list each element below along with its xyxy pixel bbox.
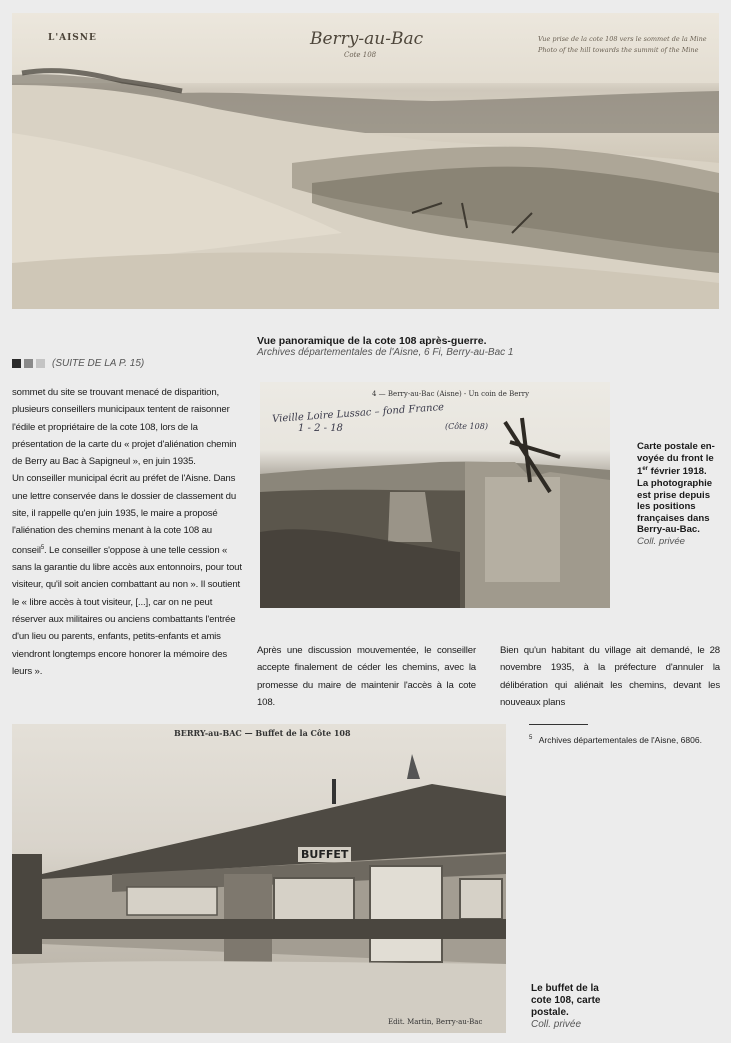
caption1-line-5: est prise depuis (637, 489, 711, 501)
caption1-source: Coll. privée (637, 535, 685, 547)
caption1-day: 1 (637, 466, 643, 478)
buffet-building-drawing (12, 724, 506, 1033)
caption1-line-2: voyée du front le (637, 452, 714, 464)
postcard2-title: BERRY-au-BAC — Buffet de la Côte 108 (174, 728, 351, 738)
footnote-number: 5 (529, 735, 533, 742)
postcard2-caption (531, 983, 651, 1031)
footnote-rule (529, 724, 588, 725)
marker-square-mid (24, 359, 33, 368)
postcard1-header: 4 — Berry-au-Bac (Aisne) - Un coin de Berry (372, 390, 530, 398)
panorama-caption (257, 335, 557, 359)
caption1-line-8: Berry-au-Bac. (637, 524, 700, 536)
caption2-line-2: cote 108, carte (531, 995, 601, 1006)
footnote-text: Archives départementales de l'Aisne, 6806. (538, 735, 702, 745)
left-paragraph-1: sommet du site se trouvant menacé de disparition, plusieurs conseillers municipaux tentent de raisonner l'édile et propriétaire de la cote 108, lors de la présentation de la carte du « projet d'aliénation chemin de Berry au Bac à Sapigneul », en juin 1935. (12, 387, 237, 468)
panorama-caption-source: Archives départementales de l'Aisne, 6 Fi, Berry-au-Bac 1 (257, 347, 514, 358)
continuation-marker (12, 358, 144, 369)
caption2-source: Coll. privée (531, 1019, 582, 1030)
caption2-line-1: Le buffet de la (531, 983, 599, 994)
middle-paragraph: Après une discussion mouvementée, le conseiller accepte finalement de céder les chemins, avec la promesse du maire de maintenir l'accès à la cote 108. (257, 645, 476, 708)
footnote-ref: 5 (40, 544, 45, 551)
panorama-subtitle: Cote 108 (344, 51, 377, 59)
left-paragraph-2 (12, 470, 245, 680)
marker-square-light (36, 359, 45, 368)
postcard-photo-front (260, 382, 610, 608)
left-paragraph-2-part-b: . Le conseiller s'oppose à une telle cession « sans la garantie du libre accès aux entonnoirs, pour tout visiteur, qu'il soit ancien combattant au non ». Il soutient le « libre accès à tout visiteur, [...], car on ne peut réserver aux militaires ou anciens combattants l'entrée d'un lieu ou parents, enfants, petits-enfants et amis viendront longtemps encore honorer la mémoire des leurs ». (12, 544, 242, 677)
panorama-label: L'AISNE (48, 33, 97, 43)
caption1-line-7: françaises dans (637, 512, 710, 524)
caption1-date-rest: février 1918. (648, 466, 707, 478)
marker-square-dark (12, 359, 21, 368)
panorama-note-1: Vue prise de la cote 108 vers le sommet de la Mine (538, 35, 707, 43)
left-text-column (12, 384, 245, 680)
continuation-text: (SUITE DE LA P. 15) (52, 358, 145, 369)
panorama-caption-title: Vue panoramique de la cote 108 après-guerre. (257, 335, 487, 347)
postcard-photo-buffet (12, 724, 506, 1033)
right-paragraph: Bien qu'un habitant du village ait demandé, le 28 novembre 1935, à la préfecture d'annuler la délibération qui aliénait les chemins, devant les nouveaux plans (500, 645, 720, 708)
buffet-sign: BUFFET (298, 847, 351, 862)
middle-text-column (257, 642, 476, 711)
right-text-column (500, 642, 720, 711)
caption1-line-4: La photographie (637, 477, 713, 489)
postcard1-handwriting-date: 1 - 2 - 18 (298, 423, 343, 434)
caption1-ordinal: er (642, 466, 649, 473)
panorama-title: Berry-au-Bac (310, 29, 424, 49)
caption1-line-6: les positions (637, 501, 696, 513)
left-paragraph-2-part-a: Un conseiller municipal écrit au préfet de l'Aisne. Dans une lettre conservée dans le dossier de classement du site, il rappelle qu'en juin 1935, le maire a proposé l'aliénation des chemins menant à la cote 108 au conseil (12, 473, 237, 556)
caption1-line-3 (637, 464, 729, 478)
postcard2-editor: Edit. Martin, Berry-au-Bac (388, 1018, 483, 1026)
panorama-photo (12, 13, 719, 309)
postcard1-handwriting-1: Vieille Loire Lussac – fond France (271, 402, 445, 425)
caption1-line-1: Carte postale en- (637, 441, 715, 452)
postcard1-handwriting-cote: (Côte 108) (445, 422, 488, 431)
footnote (529, 735, 702, 745)
caption2-line-3: postale. (531, 1007, 569, 1018)
panorama-note-2: Photo of the hill towards the summit of the Mine (538, 46, 699, 54)
postcard1-caption (637, 441, 729, 548)
